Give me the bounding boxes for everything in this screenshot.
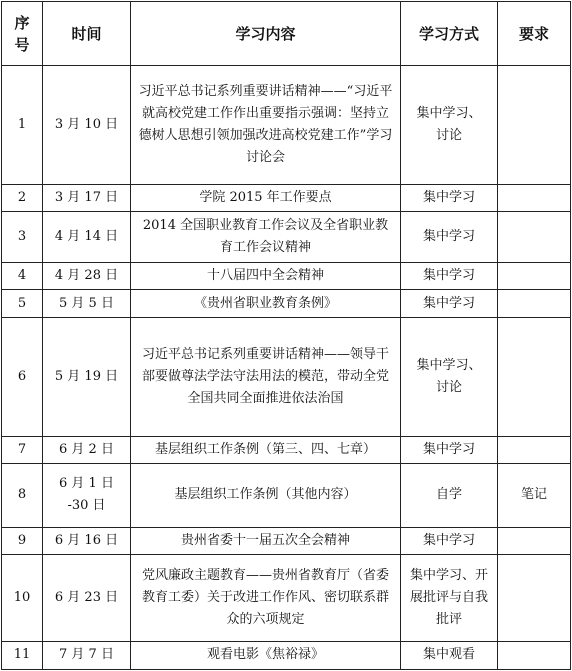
row-method: 集中学习、讨论: [401, 66, 498, 185]
row-no: 6: [2, 317, 43, 436]
row-requirement: [498, 527, 571, 554]
row-requirement: [498, 436, 571, 463]
row-content: 观看电影《焦裕禄》: [131, 641, 401, 669]
row-method: 集中学习: [401, 527, 498, 554]
row-requirement: [498, 555, 571, 641]
table-row: [2, 436, 571, 463]
row-content: 学院 2015 年工作要点: [131, 184, 401, 211]
row-no: 9: [2, 527, 43, 554]
row-no: 7: [2, 436, 43, 463]
row-content: 2014 全国职业教育工作会议及全省职业教育工作会议精神: [131, 212, 401, 263]
header-row: [2, 2, 571, 66]
row-method: 自学: [401, 463, 498, 527]
row-method: 集中学习: [401, 212, 498, 263]
table-row: [2, 184, 571, 211]
row-time: 5 月 19 日: [43, 317, 131, 436]
row-requirement: [498, 212, 571, 263]
table-row: [2, 212, 571, 263]
row-no: 4: [2, 262, 43, 289]
table-row: [2, 262, 571, 289]
row-no: 11: [2, 641, 43, 669]
row-time: 3 月 10 日: [43, 66, 131, 185]
row-content: 基层组织工作条例（第三、四、七章）: [131, 436, 401, 463]
table-row: [2, 527, 571, 554]
table-row: [2, 463, 571, 527]
row-content: 习近平总书记系列重要讲话精神——领导干部要做尊法学法守法用法的模范，带动全党全国共同全面推进依法治国: [131, 317, 401, 436]
row-no: 10: [2, 555, 43, 641]
row-time: 5 月 5 日: [43, 290, 131, 317]
row-time: 6 月 23 日: [43, 555, 131, 641]
header-method: 学习方式: [401, 2, 498, 66]
row-requirement: [498, 184, 571, 211]
table-row: [2, 555, 571, 641]
study-schedule-table: [1, 1, 571, 670]
row-method: 集中观看: [401, 641, 498, 669]
row-time: 6 月 16 日: [43, 527, 131, 554]
row-no: 1: [2, 66, 43, 185]
table-row: [2, 290, 571, 317]
row-content: 十八届四中全会精神: [131, 262, 401, 289]
row-no: 2: [2, 184, 43, 211]
table-row: [2, 641, 571, 669]
row-method: 集中学习: [401, 262, 498, 289]
row-time: 4 月 14 日: [43, 212, 131, 263]
row-time: 4 月 28 日: [43, 262, 131, 289]
header-content: 学习内容: [131, 2, 401, 66]
header-time: 时间: [43, 2, 131, 66]
row-method: 集中学习: [401, 184, 498, 211]
row-content: 贵州省委十一届五次全会精神: [131, 527, 401, 554]
row-content: 党风廉政主题教育——贵州省教育厅（省委教育工委）关于改进工作作风、密切联系群众的六项规定: [131, 555, 401, 641]
header-no: 序号: [2, 2, 43, 66]
row-content: 习近平总书记系列重要讲话精神——“习近平就高校党建工作作出重要指示强调：坚持立德树人思想引领加强改进高校党建工作”学习讨论会: [131, 66, 401, 185]
row-time: 6 月 1 日 -30 日: [43, 463, 131, 527]
row-time: 3 月 17 日: [43, 184, 131, 211]
table-row: [2, 66, 571, 185]
row-requirement: [498, 66, 571, 185]
row-requirement: [498, 641, 571, 669]
row-requirement: 笔记: [498, 463, 571, 527]
row-content: 基层组织工作条例（其他内容）: [131, 463, 401, 527]
row-requirement: [498, 262, 571, 289]
row-no: 3: [2, 212, 43, 263]
row-requirement: [498, 290, 571, 317]
row-no: 8: [2, 463, 43, 527]
table-row: [2, 317, 571, 436]
row-time: 6 月 2 日: [43, 436, 131, 463]
header-requirement: 要求: [498, 2, 571, 66]
row-method: 集中学习、开展批评与自我批评: [401, 555, 498, 641]
row-content: 《贵州省职业教育条例》: [131, 290, 401, 317]
row-method: 集中学习、讨论: [401, 317, 498, 436]
row-requirement: [498, 317, 571, 436]
row-time: 7 月 7 日: [43, 641, 131, 669]
row-method: 集中学习: [401, 290, 498, 317]
row-no: 5: [2, 290, 43, 317]
row-method: 集中学习: [401, 436, 498, 463]
